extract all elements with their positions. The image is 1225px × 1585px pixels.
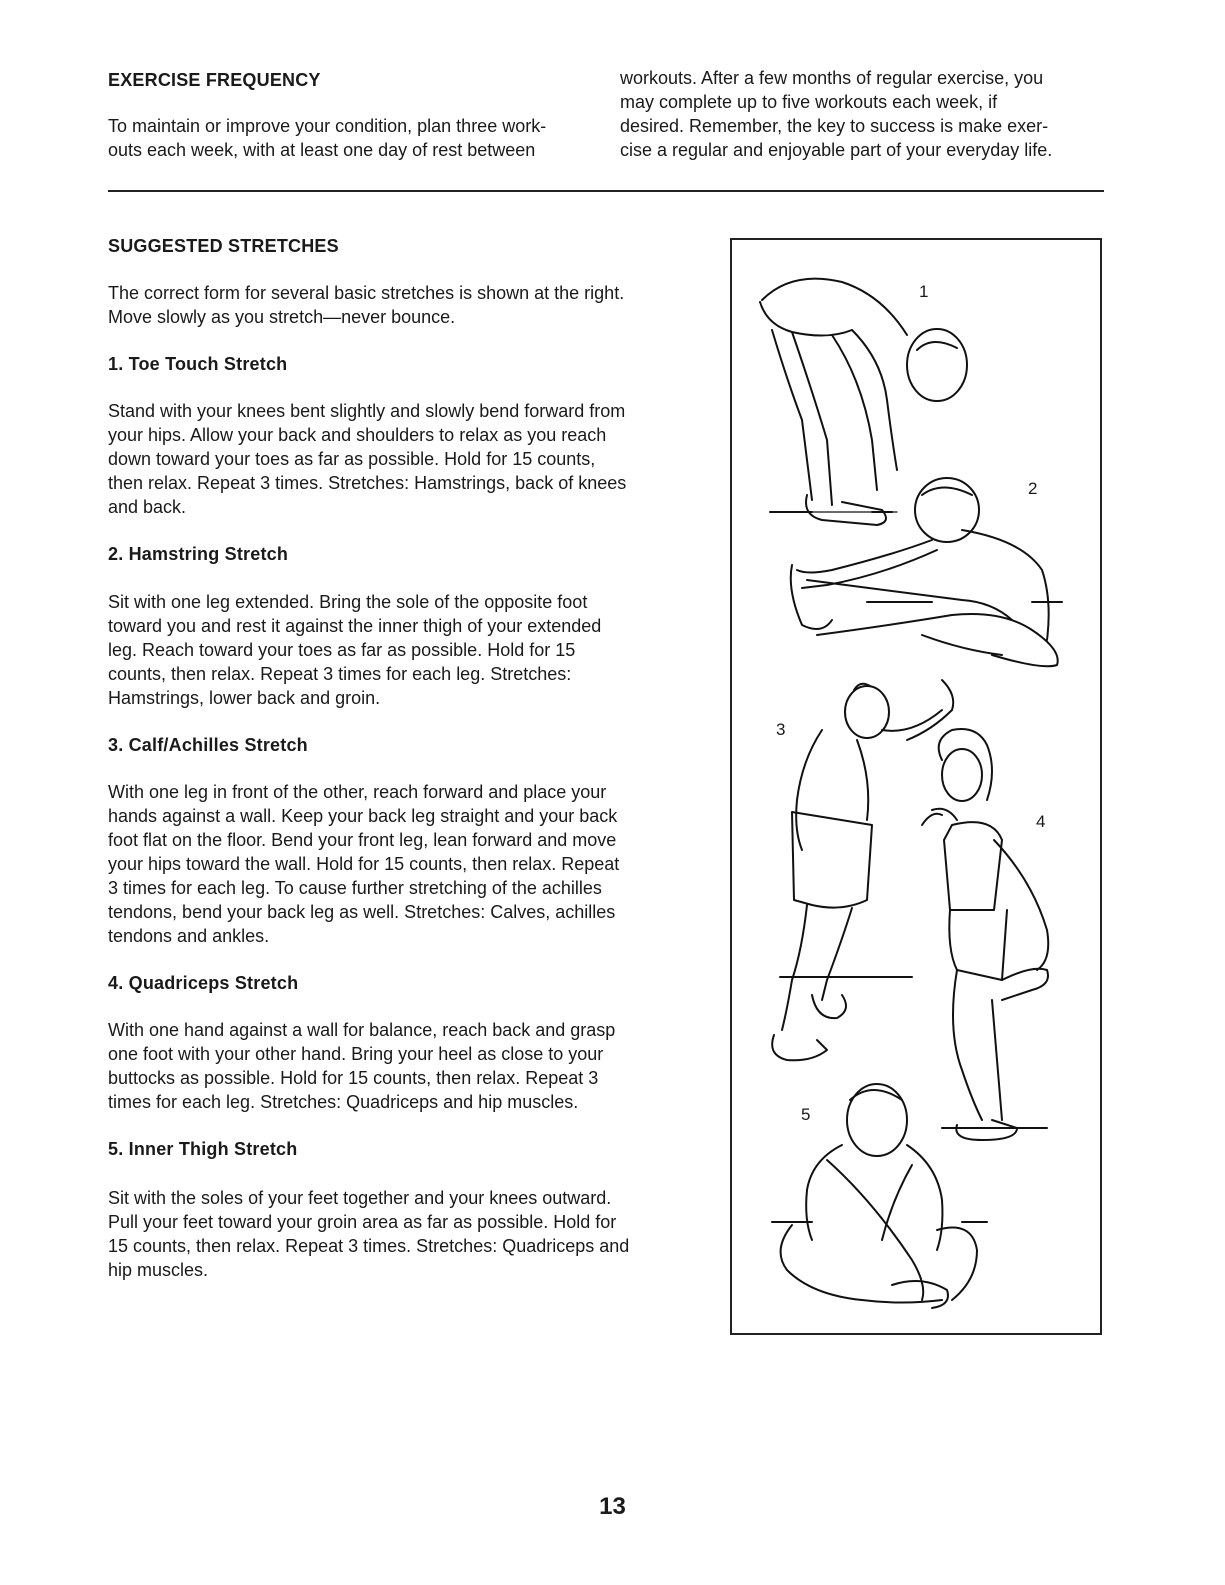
figure-label-4: 4 (1036, 812, 1046, 831)
stretch-text-calf-achilles (108, 780, 619, 948)
figure-label-5: 5 (801, 1105, 811, 1124)
text-line: tendons and ankles. (108, 926, 270, 946)
text-line: toward you and rest it against the inner thigh of your extended (108, 616, 602, 636)
text-line: times for each leg. Stretches: Quadriceps and hip muscles. (108, 1092, 579, 1112)
text-line: one foot with your other hand. Bring your heel as close to your (108, 1044, 604, 1064)
stretch-title-inner-thigh: 5. Inner Thigh Stretch (108, 1139, 298, 1159)
section-divider (108, 190, 1104, 192)
text-line: your hips. Allow your back and shoulders to relax as you reach (108, 425, 607, 445)
calf-achilles-figure-icon (772, 680, 953, 1060)
text-line: outs each week, with at least one day of rest between (108, 140, 536, 160)
text-line: workouts. After a few months of regular exercise, you (620, 68, 1044, 88)
stretch-text-toe-touch (108, 399, 626, 519)
text-line: tendons, bend your back leg as well. Stretches: Calves, achilles (108, 902, 616, 922)
page-number: 13 (599, 1493, 626, 1520)
exercise-frequency-heading: EXERCISE FREQUENCY (108, 70, 321, 90)
stretch-illustrations (732, 240, 1100, 1333)
text-line: With one hand against a wall for balance, reach back and grasp (108, 1020, 616, 1040)
stretch-text-inner-thigh (108, 1186, 629, 1282)
text-line: down toward your toes as far as possible. Hold for 15 counts, (108, 449, 596, 469)
figure-label-1: 1 (919, 282, 929, 301)
text-line: counts, then relax. Repeat 3 times for each leg. Stretches: (108, 664, 572, 684)
exercise-frequency-col2 (620, 66, 1052, 162)
stretches-intro (108, 281, 624, 329)
text-line: your hips toward the wall. Hold for 15 counts, then relax. Repeat (108, 854, 620, 874)
stretch-title-toe-touch: 1. Toe Touch Stretch (108, 354, 288, 374)
text-line: Hamstrings, lower back and groin. (108, 688, 381, 708)
text-line: may complete up to five workouts each week, if (620, 92, 998, 112)
text-line: then relax. Repeat 3 times. Stretches: Hamstrings, back of knees (108, 473, 627, 493)
text-line: desired. Remember, the key to success is make exer- (620, 116, 1049, 136)
stretch-title-quadriceps: 4. Quadriceps Stretch (108, 973, 299, 993)
text-line: hip muscles. (108, 1260, 209, 1280)
figure-label-3: 3 (776, 720, 786, 739)
text-line: 3 times for each leg. To cause further stretching of the achilles (108, 878, 602, 898)
quadriceps-stretch-figure-icon (922, 729, 1048, 1140)
text-line: Sit with the soles of your feet together and your knees outward. (108, 1188, 612, 1208)
stretch-title-hamstring: 2. Hamstring Stretch (108, 544, 289, 564)
text-line: 15 counts, then relax. Repeat 3 times. Stretches: Quadriceps and (108, 1236, 630, 1256)
text-line: Sit with one leg extended. Bring the sole of the opposite foot (108, 592, 588, 612)
stretch-title-calf-achilles: 3. Calf/Achilles Stretch (108, 735, 308, 755)
text-line: With one leg in front of the other, reach forward and place your (108, 782, 607, 802)
text-line: hands against a wall. Keep your back leg straight and your back (108, 806, 618, 826)
text-line: buttocks as possible. Hold for 15 counts, then relax. Repeat 3 (108, 1068, 599, 1088)
text-line: Stand with your knees bent slightly and slowly bend forward from (108, 401, 626, 421)
hamstring-stretch-figure-icon (791, 478, 1062, 666)
text-line: foot flat on the floor. Bend your front leg, lean forward and move (108, 830, 617, 850)
figure-label-2: 2 (1028, 479, 1038, 498)
text-line: Pull your feet toward your groin area as far as possible. Hold for (108, 1212, 617, 1232)
text-line: cise a regular and enjoyable part of your everyday life. (620, 140, 1053, 160)
exercise-frequency-col1 (108, 114, 546, 162)
stretch-text-hamstring (108, 590, 601, 710)
stretch-text-quadriceps (108, 1018, 615, 1114)
text-line: leg. Reach toward your toes as far as possible. Hold for 15 (108, 640, 576, 660)
suggested-stretches-heading: SUGGESTED STRETCHES (108, 236, 339, 256)
text-line: The correct form for several basic stretches is shown at the right. (108, 283, 625, 303)
text-line: and back. (108, 497, 187, 517)
text-line: To maintain or improve your condition, plan three work- (108, 116, 547, 136)
text-line: Move slowly as you stretch—never bounce. (108, 307, 456, 327)
